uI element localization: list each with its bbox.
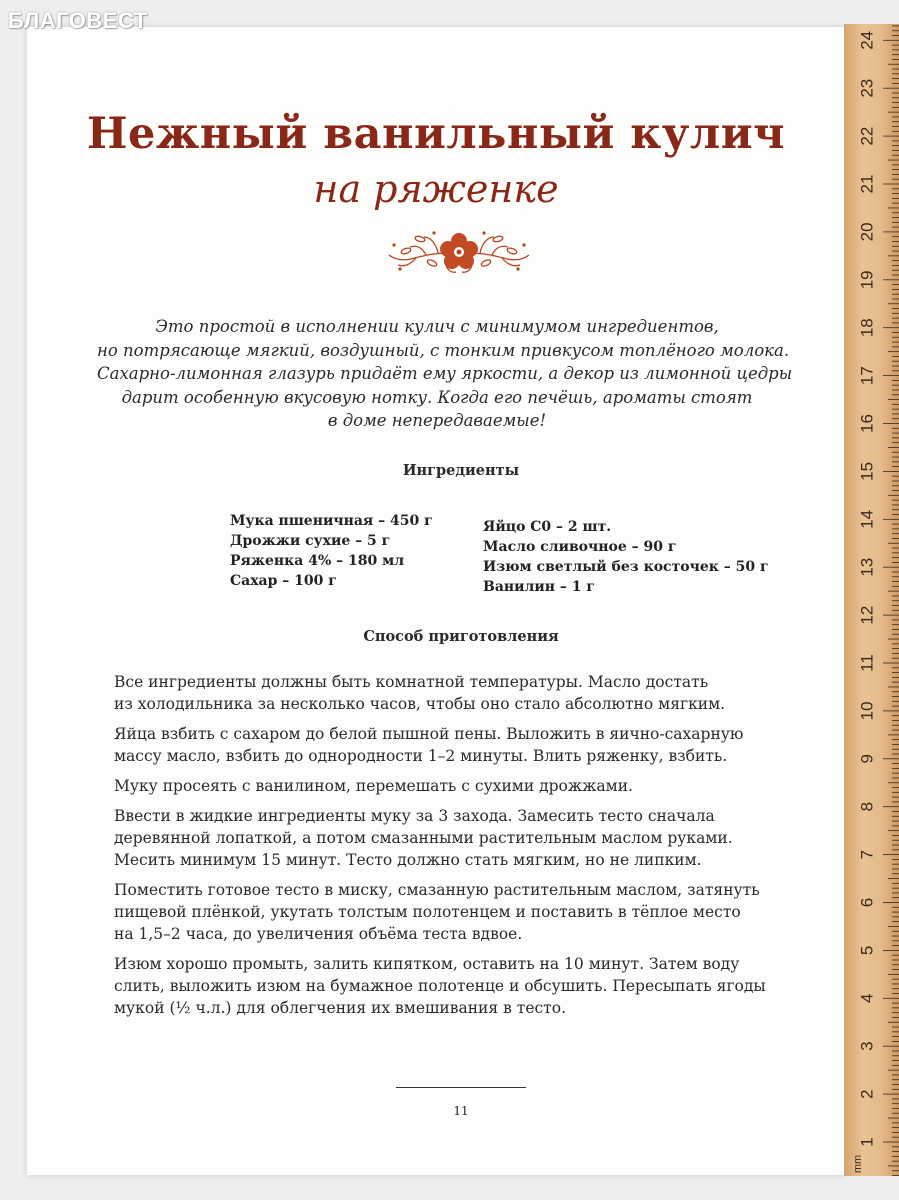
- ruler-number: 19: [857, 270, 877, 290]
- ruler-number: 16: [857, 414, 877, 433]
- method-heading: Способ приготовления: [363, 628, 559, 645]
- ingredients-list-right: [483, 517, 769, 597]
- ruler-number: 7: [857, 849, 877, 860]
- ruler-number: 10: [857, 701, 877, 721]
- ruler-number: 5: [857, 945, 877, 956]
- ingredients-list-left: [230, 511, 433, 591]
- ruler-number: 24: [857, 30, 877, 50]
- method-steps: [114, 671, 814, 1027]
- ruler-number: 11: [857, 654, 877, 672]
- method-step: Яйца взбить с сахаром до белой пышной пены. Выложить в яично-сахарную массу масло, взбить до однородности 1–2 минуты. Влить ряженку, взбить.: [114, 725, 744, 765]
- ruler-number: 17: [857, 366, 877, 386]
- ingredient-item: Дрожжи сухие – 5 г: [230, 533, 391, 549]
- ruler-scale: [844, 24, 899, 1176]
- method-step: Все ингредиенты должны быть комнатной температуры. Масло достать из холодильника за несколько часов, чтобы оно стало абсолютно мягким.: [114, 673, 726, 713]
- ingredients-heading: Ингредиенты: [402, 462, 520, 479]
- ruler-number: 15: [857, 461, 877, 481]
- wooden-ruler: [844, 24, 899, 1176]
- footer-rule: [396, 1087, 526, 1088]
- method-step: Изюм хорошо промыть, залить кипятком, оставить на 10 минут. Затем воду слить, выложить изюм на бумажное полотенце и обсушить. Пересыпать ягоды мукой (½ ч.л.) для облегчения их вмешивания в тесто.: [114, 955, 766, 1017]
- watermark: БЛАГОВЕСТ: [8, 8, 148, 33]
- ruler-number: 23: [857, 78, 877, 98]
- ingredient-item: Ряженка 4% – 180 мл: [230, 553, 405, 569]
- ruler-number: 1: [857, 1137, 877, 1147]
- intro-line: в доме непередаваемые!: [327, 411, 547, 430]
- recipe-intro: [97, 315, 793, 433]
- method-step: Муку просеять с ванилином, перемешать с сухими дрожжами.: [114, 777, 633, 795]
- intro-line: дарит особенную вкусовую нотку. Когда его печёшь, ароматы стоят: [121, 387, 753, 407]
- ingredient-item: Масло сливочное – 90 г: [483, 539, 677, 555]
- floral-ornament-icon: [386, 225, 532, 277]
- ruler-number: 2: [857, 1089, 877, 1099]
- ruler-number: 13: [857, 557, 877, 577]
- ruler-number: 20: [857, 222, 877, 242]
- ruler-number: 3: [857, 1041, 877, 1051]
- ruler-number: 18: [857, 318, 877, 338]
- method-step: Ввести в жидкие ингредиенты муку за 3 захода. Замесить тесто сначала деревянной лопаткой, а потом смазанными растительным маслом руками. Месить минимум 15 минут. Тесто должно стать мягким, но не липким.: [114, 807, 733, 869]
- ruler-number: 21: [857, 174, 877, 194]
- ruler-number: 8: [857, 801, 877, 812]
- ingredient-item: Мука пшеничная – 450 г: [230, 513, 433, 529]
- ingredient-item: Изюм светлый без косточек – 50 г: [483, 559, 769, 575]
- page-number: 11: [453, 1104, 469, 1118]
- recipe-title: Нежный ванильный кулич: [86, 109, 786, 159]
- method-step: Поместить готовое тесто в миску, смазанную растительным маслом, затянуть пищевой плёнкой, укутать толстым полотенцем и поставить в тёплое место на 1,5–2 часа, до увеличения объёма теста вдвое.: [114, 881, 760, 943]
- recipe-subtitle: на ряженке: [313, 167, 559, 211]
- ingredient-item: Ванилин – 1 г: [483, 579, 595, 595]
- ruler-number: 4: [857, 993, 877, 1004]
- ruler-number: 6: [857, 897, 877, 908]
- ruler-unit-label: mm: [851, 1154, 864, 1174]
- book-page: [27, 27, 845, 1175]
- intro-line: Это простой в исполнении кулич с минимумом ингредиентов,: [155, 317, 719, 336]
- ruler-number: 14: [857, 509, 877, 529]
- ingredient-item: Сахар – 100 г: [230, 573, 337, 589]
- ingredient-item: Яйцо С0 – 2 шт.: [483, 519, 612, 535]
- ruler-number: 12: [857, 605, 877, 625]
- ruler-number: 22: [857, 126, 877, 146]
- intro-line: но потрясающе мягкий, воздушный, с тонким привкусом топлёного молока.: [97, 340, 790, 360]
- intro-line: Сахарно-лимонная глазурь придаёт ему яркости, а декор из лимонной цедры: [97, 364, 793, 383]
- ruler-number: 9: [857, 754, 877, 764]
